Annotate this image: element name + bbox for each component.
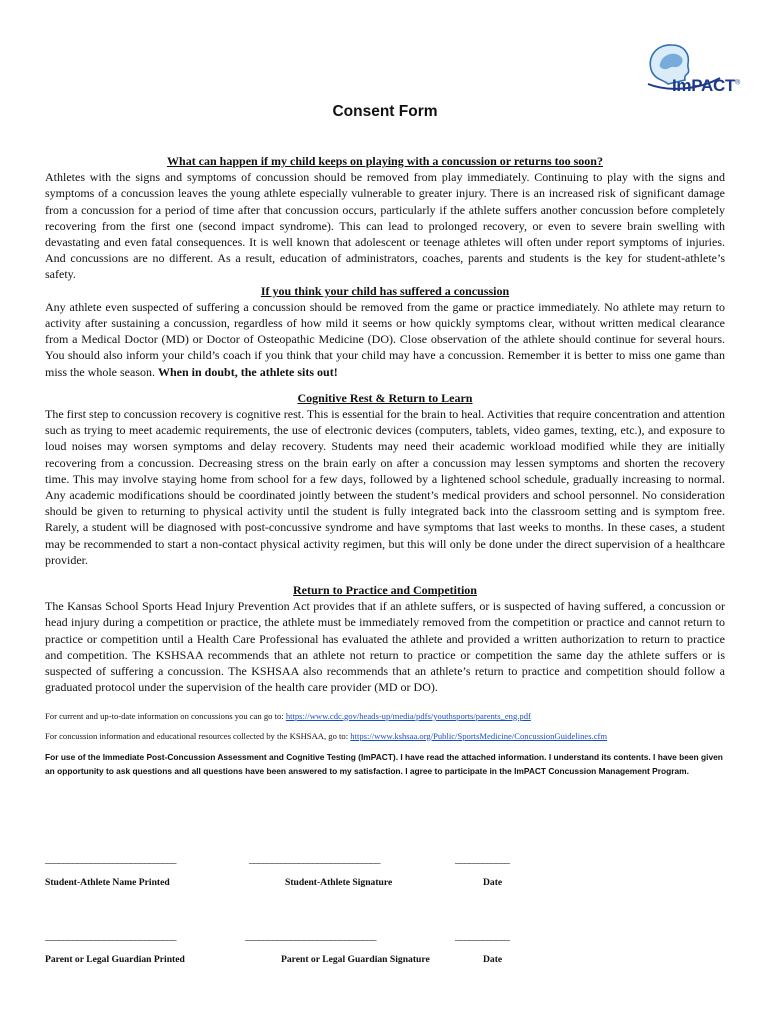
impact-logo-text: ImPACT® [672, 76, 740, 95]
section-body-cognitive-rest: The first step to concussion recovery is cognitive rest. This is essential for the brain to heal. Activities that require concentration and attention such as trying to meet academic requirements, the use of electronic devices (computers, tablets, video games, texting, etc.), and exposure to loud noises may worsen symptoms and delay recovery. Students may need their academic workload modified while they are initially recovering from a concussion. Decreasing stress on the brain early on after a concussion may lessen symptoms and shorten the recovery time. This may involve staying home from school for a few days, followed by a lightened school schedule, gradually increasing to normal. Any academic modifications should be coordinated jointly between the student’s medical providers and school personnel. No consideration should be given to returning to physical activity until the student is fully integrated back into the classroom setting and is symptom free. Rarely, a student will be diagnosed with post-concussive syndrome and have symptoms that last weeks to months. In these cases, a student may be recommended to start a non-contact physical activity regimen, but this will only be done under the direct supervision of a healthcare provider. [45, 407, 725, 567]
sits-out-emphasis: When in doubt, the athlete sits out! [158, 364, 338, 379]
parent-date-label: Date [483, 954, 503, 965]
student-date-line[interactable]: ____________ [455, 853, 509, 865]
student-date-label: Date [483, 877, 503, 888]
cdc-link[interactable]: https://www.cdc.gov/heads-up/media/pdfs/youthsports/parents_eng.pdf [285, 710, 531, 721]
page-title: Consent Form [332, 103, 438, 120]
section-heading-cognitive-rest: Cognitive Rest & Return to Learn [297, 390, 473, 405]
suspected-body-text: Any athlete even suspected of suffering a concussion should be removed from the game or practice immediately. No athlete may return to activity after sustaining a concussion, regardless of how mild it seems or how quickly symptoms clear, without written medical clearance from a Medical Doctor (MD) or Doctor of Osteopathic Medicine (DO). Close observation of the athlete should continue for several hours. You should also inform your child’s coach if you think that your child may have a concussion. Remember it is better to miss one game than miss the whole season. [45, 299, 725, 379]
section-body-suspected-concussion [45, 299, 725, 380]
cdc-link-line: For current and up-to-date information on concussions you can go to: https://www.cdc.gov/heads-up/media/pdfs/youthsports/parents_eng.pdf [45, 710, 531, 721]
kshsaa-link[interactable]: https://www.kshsaa.org/Public/SportsMedicine/ConcussionGuidelines.cfm [350, 730, 608, 741]
document-body [45, 153, 725, 778]
section-heading-suspected-concussion: If you think your child has suffered a concussion [260, 283, 510, 298]
student-signature-row [45, 853, 735, 893]
section-heading-risks: What can happen if my child keeps on playing with a concussion or returns too soon? [167, 154, 603, 168]
student-name-label: Student-Athlete Name Printed [45, 877, 170, 888]
kshsaa-link-line: For concussion information and educational resources collected by the KSHSAA, go to: https://www.kshsaa.org/Public/SportsMedicine/ConcussionGuidelines.cfm [45, 730, 608, 741]
section-heading-return-to-practice: Return to Practice and Competition [293, 583, 477, 598]
parent-signature-line[interactable]: _____________________________ [245, 930, 376, 942]
section-body-risks: Athletes with the signs and symptoms of concussion should be removed from play immediately. Continuing to play with the signs and symptoms of a concussion leaves the young athlete especially vulnerable to greater injury. There is an increased risk of significant damage from a concussion for a period of time after that concussion occurs, particularly if the athlete suffers another concussion before completely recovering from the first one (second impact syndrome). This can lead to prolonged recovery, or even to severe brain swelling with devastating and even fatal consequences. It is well known that adolescent or teenage athletes will often under report symptoms of injuries. And concussions are no different. As a result, education of administrators, coaches, parents and students is the key for student-athlete’s safety. [45, 170, 725, 282]
parent-date-line[interactable]: ____________ [455, 930, 509, 942]
student-name-line[interactable]: _____________________________ [45, 853, 176, 865]
student-signature-label: Student-Athlete Signature [285, 877, 393, 888]
parent-signature-row [45, 930, 735, 970]
student-signature-line[interactable]: _____________________________ [249, 853, 380, 865]
parent-signature-label: Parent or Legal Guardian Signature [281, 954, 430, 965]
section-body-return-to-practice: The Kansas School Sports Head Injury Prevention Act provides that if an athlete suffers, or is suspected of having suffered, a concussion or head injury during a competition or practice, the athlete must be immediately removed from the competition or practice and cannot return to practice or competition until a Health Care Professional has evaluated the athlete and provided a written authorization to return to practice and competition. The KSHSAA recommends that an athlete not return to practice or competition the same day the athlete suffers or is suspected of suffering a concussion. The KSHSAA also recommends that an athlete’s return to practice and competition should follow a graduated protocol under the supervision of the health care provider (MD or DO). [45, 599, 725, 695]
consent-statement: For use of the Immediate Post-Concussion Assessment and Cognitive Testing (ImPACT). I have read the attached information. I understand its contents. I have been given an opportunity to ask questions and all questions have been answered to my satisfaction. I agree to participate in the ImPACT Concussion Management Program. [45, 751, 723, 776]
parent-name-line[interactable]: _____________________________ [45, 930, 176, 942]
parent-name-label: Parent or Legal Guardian Printed [45, 954, 185, 965]
